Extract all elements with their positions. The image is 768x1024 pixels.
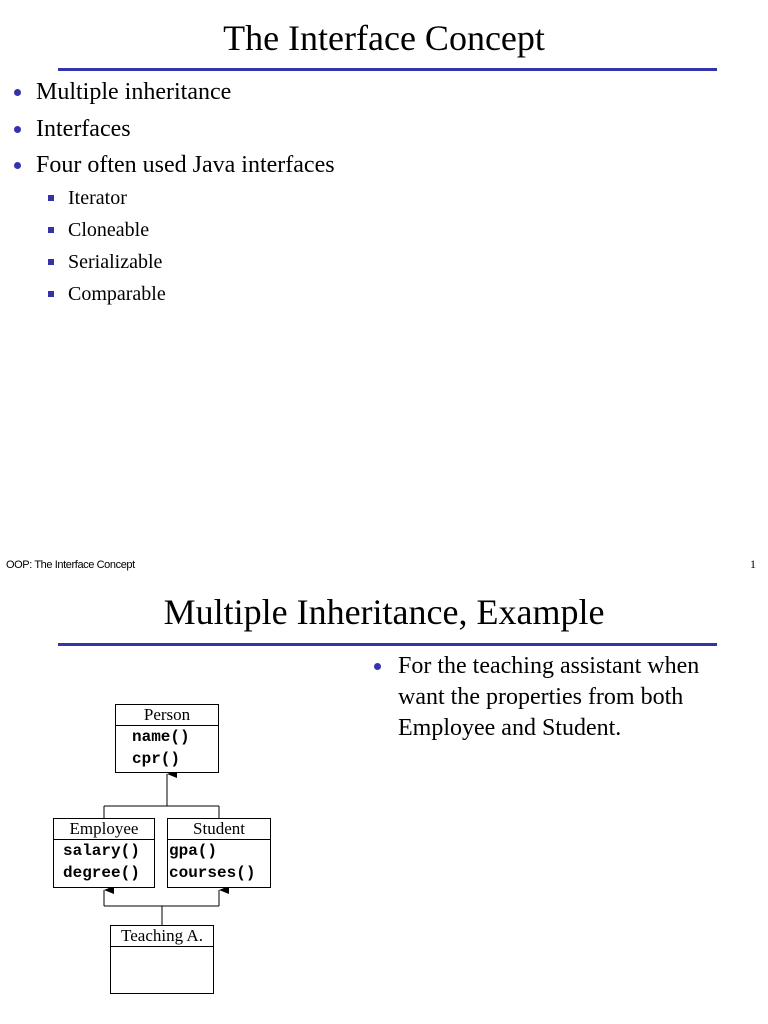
employee-methods — [54, 840, 154, 884]
method-cpr: cpr() — [132, 750, 181, 768]
method-courses: courses() — [169, 864, 256, 882]
bullet-java-interfaces: Four often used Java interfaces — [36, 152, 335, 178]
person-class-name: Person — [116, 705, 218, 726]
student-class-name: Student — [168, 819, 270, 840]
teaching-assistant-class-name: Teaching A. — [111, 926, 213, 947]
slide-1-title: The Interface Concept — [223, 18, 545, 58]
method-gpa: gpa() — [169, 842, 218, 860]
slide-2 — [0, 578, 768, 1024]
subbullet-comparable: Comparable — [68, 283, 166, 305]
method-name: name() — [132, 728, 190, 746]
bullet-interfaces: Interfaces — [36, 116, 131, 142]
student-methods — [168, 840, 270, 884]
person-class — [115, 704, 219, 773]
slide-footer: OOP: The Interface Concept — [6, 559, 135, 571]
title-rule — [58, 68, 717, 71]
method-degree: degree() — [63, 864, 140, 882]
subbullet-serializable: Serializable — [68, 251, 163, 273]
employee-class-name: Employee — [54, 819, 154, 840]
person-methods — [116, 726, 218, 770]
page-number: 1 — [750, 557, 756, 571]
slide-2-title: Multiple Inheritance, Example — [163, 592, 605, 632]
bullet-teaching-assistant: For the teaching assistant when want the properties from both Employee and Student. — [398, 653, 700, 741]
student-class — [167, 818, 271, 888]
bullet-multiple-inheritance: Multiple inheritance — [36, 79, 232, 105]
subbullet-cloneable: Cloneable — [68, 219, 150, 241]
method-salary: salary() — [63, 842, 140, 860]
teaching-assistant-class — [110, 925, 214, 994]
employee-class — [53, 818, 155, 888]
subbullet-iterator: Iterator — [68, 187, 127, 209]
